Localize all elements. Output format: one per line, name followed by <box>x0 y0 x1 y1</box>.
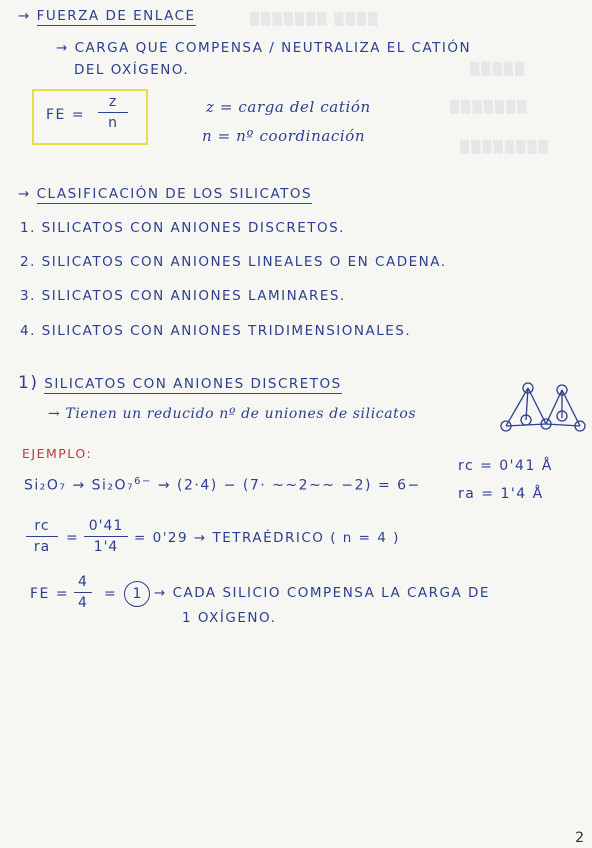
section-title: FUERZA DE ENLACE <box>36 8 196 24</box>
formula-lhs: Si₂O₇ → Si₂O₇ <box>24 477 135 494</box>
fe-lhs: FE = <box>30 586 70 602</box>
fe-explanation: → CADA SILICIO COMPENSA LA CARGA DE <box>154 585 490 601</box>
formula-rhs: → (2·4) − (7· ~~2~~ −2) = 6− <box>157 477 421 494</box>
radius-value-fraction <box>84 518 128 555</box>
list-item: 3. SILICATOS CON ANIONES LAMINARES. <box>20 288 346 304</box>
section-number: 1) <box>18 373 39 393</box>
fe-denominator: 4 <box>78 595 88 612</box>
fraction-bar <box>74 592 92 593</box>
section-title: SILICATOS CON ANIONES DISCRETOS <box>44 376 342 392</box>
fe-explanation-cont: 1 OXÍGENO. <box>182 610 277 626</box>
ratio-equals: = <box>66 530 80 546</box>
fuerza-description-cont: DEL OXÍGENO. <box>74 62 190 78</box>
bleed-through: ▒▒▒▒▒ <box>470 62 527 76</box>
radius-ratio-fraction <box>26 518 58 555</box>
fe-denominator: n <box>108 115 118 132</box>
fe-numerator: z <box>108 94 118 110</box>
arrow-icon: → <box>18 186 31 202</box>
ratio-denominator: ra <box>33 539 51 556</box>
section-title: CLASIFICACIÓN DE LOS SILICATOS <box>36 186 313 202</box>
ratio-numerator: rc <box>34 518 50 534</box>
section-fuerza-header <box>18 8 196 24</box>
bleed-through: ▒▒▒▒▒▒▒▒ <box>460 140 550 154</box>
fe-example-fraction <box>74 574 92 611</box>
page-number: 2 <box>575 830 584 846</box>
ra-value: ra = 1'4 Å <box>458 486 544 502</box>
section-discretos-header <box>18 373 342 393</box>
ratio-result: = 0'29 → TETRAÉDRICO ( n = 4 ) <box>134 530 400 546</box>
rc-value: rc = 0'41 Å <box>458 458 553 474</box>
section-clasificacion-header <box>18 186 312 202</box>
bleed-through: ▒▒▒▒▒▒▒ ▒▒▒▒ <box>250 12 380 26</box>
bleed-through: ▒▒▒▒▒▒▒ <box>450 100 529 114</box>
fraction-bar <box>98 112 128 113</box>
discretos-description: → Tienen un reducido nº de uniones de silicatos <box>48 406 417 422</box>
def-n: n = nº coordinación <box>202 127 366 145</box>
formula-charge: 6− <box>134 476 152 487</box>
value-denominator: 1'4 <box>93 539 119 556</box>
list-item: 2. SILICATOS CON ANIONES LINEALES O EN CADENA. <box>20 254 447 270</box>
formula-line <box>24 476 421 494</box>
fe-numerator: 4 <box>78 574 88 590</box>
value-numerator: 0'41 <box>88 518 124 534</box>
fraction-bar <box>26 536 58 537</box>
fuerza-description: → CARGA QUE COMPENSA / NEUTRALIZA EL CATIÓN <box>56 40 472 56</box>
def-z: z = carga del catión <box>206 98 371 116</box>
list-item: 1. SILICATOS CON ANIONES DISCRETOS. <box>20 220 345 236</box>
fe-lhs: FE = <box>46 107 86 123</box>
arrow-icon: → <box>18 8 31 24</box>
example-label: EJEMPLO: <box>22 446 93 461</box>
fe-result-circle: 1 <box>124 581 150 607</box>
list-item: 4. SILICATOS CON ANIONES TRIDIMENSIONALES. <box>20 323 412 339</box>
fraction-bar <box>84 536 128 537</box>
tetrahedron-dimer-icon <box>500 380 586 436</box>
fe-fraction <box>98 94 128 131</box>
fe-equals: = <box>104 586 118 602</box>
